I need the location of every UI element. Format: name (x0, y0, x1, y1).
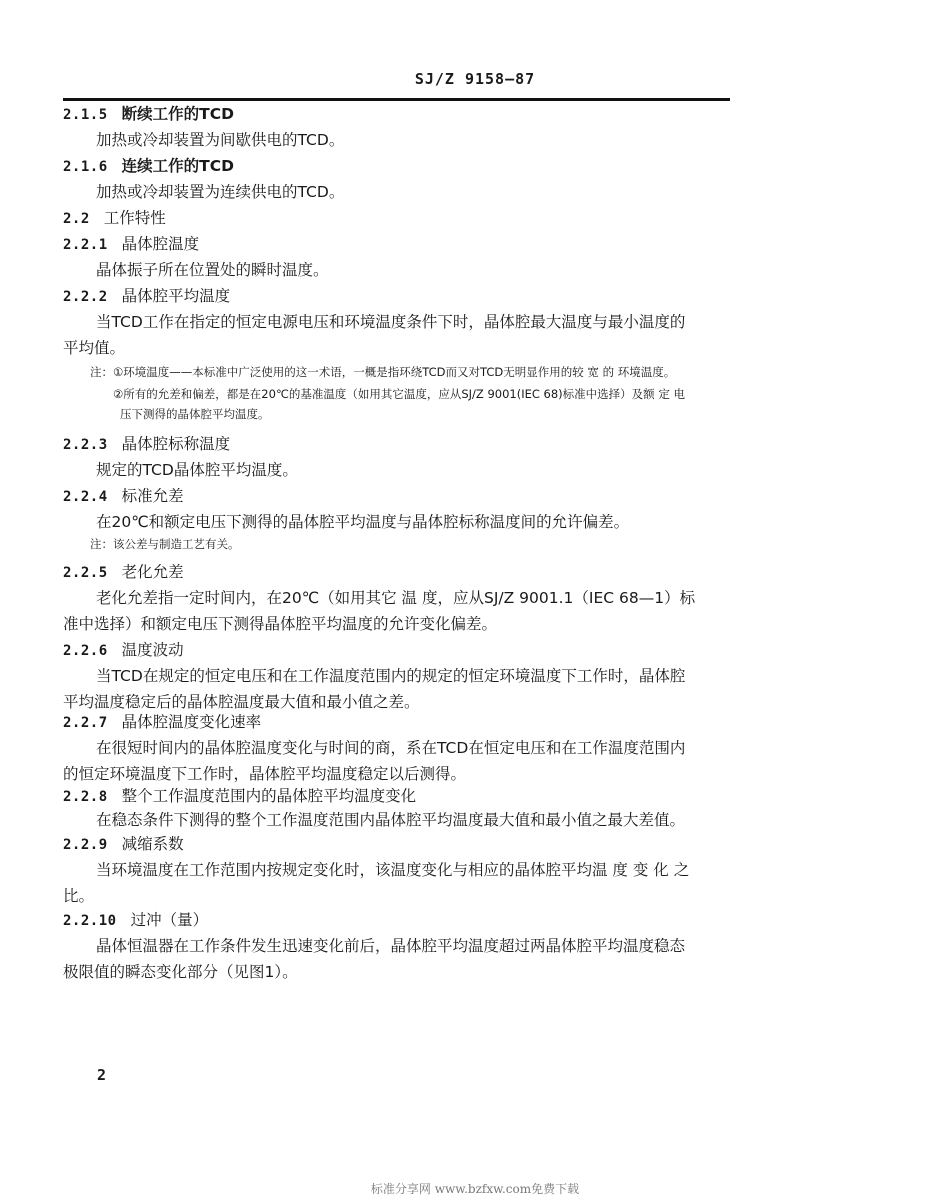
document-code-header: SJ/Z 9158—87 (414, 70, 536, 88)
clause-heading (63, 910, 208, 931)
clause-title: 断续工作的TCD (121, 105, 234, 123)
clause-body: 加热或冷却装置为间歇供电的TCD。 (96, 131, 345, 149)
clause-number: 2.1.5 (63, 107, 108, 123)
clause-body: 规定的TCD晶体腔平均温度。 (96, 461, 298, 479)
clause-body: 当环境温度在工作范围内按规定变化时，该温度变化与相应的晶体腔平均温 度 变 化 之 (96, 861, 690, 879)
clause-title: 减缩系数 (121, 835, 184, 853)
clause-number: 2.2.3 (63, 437, 108, 453)
clause-title: 晶体腔平均温度 (121, 287, 231, 305)
clause-body: 准中选择）和额定电压下测得晶体腔平均温度的允许变化偏差。 (63, 615, 498, 633)
clause-heading (63, 434, 230, 455)
clause-number: 2.2.1 (63, 237, 108, 253)
note-line: ②所有的允差和偏差，都是在20℃的基准温度（如用其它温度，应从SJ/Z 9001(IEC 68)标准中选择）及额 定 电 (113, 387, 685, 401)
clause-heading (63, 286, 230, 307)
clause-number: 2.2.6 (63, 643, 108, 659)
clause-number: 2.2.10 (63, 913, 117, 929)
clause-body: 的恒定环境温度下工作时，晶体腔平均温度稳定以后测得。 (63, 765, 467, 783)
clause-body: 比。 (63, 887, 95, 905)
watermark-footer: 标准分享网 www.bzfxw.com免费下载 (370, 1182, 580, 1196)
clause-heading (63, 640, 184, 661)
clause-heading (63, 562, 184, 583)
section-number: 2.2 (63, 211, 90, 227)
page-number: 2 (97, 1066, 107, 1084)
note-text: ①环境温度——本标准中广泛使用的这一术语，一概是指环绕TCD而又对TCD无明显作用的较 宽 的 环境温度。 (113, 365, 676, 379)
clause-body: 极限值的瞬态变化部分（见图1）。 (63, 963, 298, 981)
clause-title: 标准允差 (121, 487, 184, 505)
clause-body: 加热或冷却装置为连续供电的TCD。 (96, 183, 345, 201)
clause-heading (63, 156, 234, 177)
clause-body: 晶体恒温器在工作条件发生迅速变化前后，晶体腔平均温度超过两晶体腔平均温度稳态 (96, 937, 686, 955)
clause-number: 2.2.8 (63, 789, 108, 805)
clause-heading (63, 104, 234, 125)
clause-body: 在很短时间内的晶体腔温度变化与时间的商，系在TCD在恒定电压和在工作温度范围内 (96, 739, 686, 757)
clause-heading (63, 712, 261, 733)
clause-title: 晶体腔标称温度 (121, 435, 231, 453)
clause-body: 老化允差指一定时间内，在20℃（如用其它 温 度，应从SJ/Z 9001.1（IEC 68—1）标 (96, 589, 696, 607)
note-line: 注：该公差与制造工艺有关。 (90, 537, 240, 551)
clause-number: 2.2.2 (63, 289, 108, 305)
section-title: 工作特性 (103, 209, 166, 227)
clause-number: 2.2.9 (63, 837, 108, 853)
clause-number: 2.2.4 (63, 489, 108, 505)
clause-title: 温度波动 (121, 641, 184, 659)
clause-title: 老化允差 (121, 563, 184, 581)
clause-body: 平均值。 (63, 339, 126, 357)
clause-title: 整个工作温度范围内的晶体腔平均温度变化 (121, 787, 417, 805)
clause-number: 2.2.5 (63, 565, 108, 581)
clause-number: 2.2.7 (63, 715, 108, 731)
clause-title: 过冲（量） (130, 911, 209, 929)
clause-body: 晶体振子所在位置处的瞬时温度。 (96, 261, 329, 279)
clause-body: 当TCD在规定的恒定电压和在工作温度范围内的规定的恒定环境温度下工作时，晶体腔 (96, 667, 686, 685)
clause-title: 连续工作的TCD (121, 157, 234, 175)
clause-title: 晶体腔温度 (121, 235, 200, 253)
header-rule (63, 98, 730, 101)
note-line: 压下测得的晶体腔平均温度。 (120, 407, 270, 421)
clause-heading (63, 786, 416, 807)
section-heading (63, 208, 166, 229)
clause-body: 当TCD工作在指定的恒定电源电压和环境温度条件下时，晶体腔最大温度与最小温度的 (96, 313, 686, 331)
clause-number: 2.1.6 (63, 159, 108, 175)
note-label: 注： (90, 365, 113, 379)
clause-heading (63, 234, 199, 255)
clause-body: 在稳态条件下测得的整个工作温度范围内晶体腔平均温度最大值和最小值之最大差值。 (96, 811, 686, 829)
clause-heading (63, 486, 184, 507)
clause-title: 晶体腔温度变化速率 (121, 713, 262, 731)
clause-body: 在20℃和额定电压下测得的晶体腔平均温度与晶体腔标称温度间的允许偏差。 (96, 513, 630, 531)
clause-body: 平均温度稳定后的晶体腔温度最大值和最小值之差。 (63, 693, 420, 711)
clause-heading (63, 834, 184, 855)
note-line (90, 364, 675, 380)
